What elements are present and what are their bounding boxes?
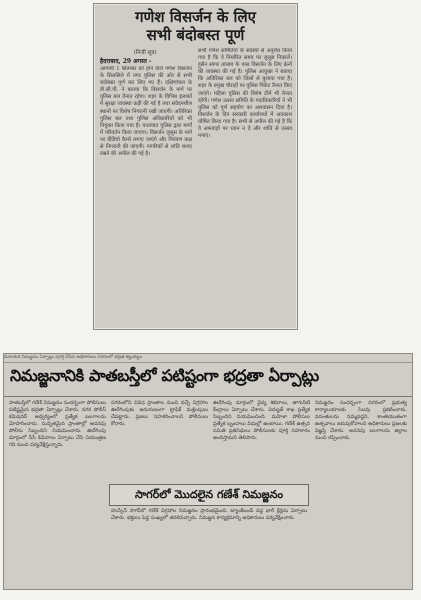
telugu-top-strip: వినాయక నిమజ్జనం ఏర్పాట్లు పూర్తి చేసిన అధికారులు నగరంలో భద్రత కట్టుదిట్టం bbox=[4, 354, 412, 363]
telugu-article-column-2: నగరంలోని వివిధ ప్రాంతాల నుంచి వచ్చే విగ్రహాల ఊరేగింపుకు అనుగుణంగా ట్రాఫిక్ మళ్లింపులు చేపట్టారు. ప్రజలు సహకరించాలని పోలీసులు కోరారు. bbox=[111, 400, 208, 427]
hindi-byline: (निजी सूत्र) bbox=[133, 50, 157, 56]
hindi-dateline: हैदराबाद, 29 अगस्त - bbox=[100, 58, 152, 65]
telugu-subheadline: సాగర్‌లో మొదలైన గణేశ్ నిమజ్జనం bbox=[109, 484, 309, 506]
telugu-sub-article: హుస్సేన్ సాగర్‌లో గణేశ్ విగ్రహాల నిమజ్జనం ప్రారంభమైంది. ట్యాంక్‌బండ్ వద్ద భారీ క్రేన్లను ఏర్పాటు చేశారు. భక్తులు పెద్ద సంఖ్యలో తరలివచ్చారు. నిమజ్జన కార్యక్రమాన్ని అధికారులు పర్యవేక్షించారు. bbox=[111, 508, 307, 521]
hindi-headline bbox=[94, 8, 297, 44]
hindi-news-clipping bbox=[93, 3, 298, 330]
hindi-headline-line2: सभी बंदोबस्त पूर्ण bbox=[146, 26, 245, 44]
telugu-headline: నిమజ్జనానికి పాతబస్తీలో పటిష్టంగా భద్రతా ఏర్పాట్లు bbox=[10, 366, 319, 385]
hindi-article-column-right: सभी गणेश समितियों के सदस्यों से अनुरोध किया गया है कि वे निर्धारित समय पर जुलूस निकालें। हुसैन सागर तालाब के पास विसर्जन के लिए क्रेनों की व्यवस्था की गई है। पुलिस आयुक्त ने बताया कि अतिरिक्त बल को जिलों से बुलाया गया है। शहर के प्रमुख चौराहों पर पुलिस पिकेट तैनात किए जाएंगे। महिला पुलिस की विशेष टीमें भी तैनात रहेंगी। गणेश उत्सव समिति के पदाधिकारियों ने भी पुलिस को पूर्ण सहयोग का आश्वासन दिया है। विसर्जन के दिन सरकारी कार्यालयों में अवकाश घोषित किया गया है। सभी से अपील की गई है कि वे अफवाहों पर ध्यान न दें और शांति से उत्सव मनाएं। bbox=[198, 48, 292, 140]
hindi-headline-line1: गणेश विसर्जन के लिए bbox=[135, 8, 256, 26]
hindi-article-column-left: आगामी 1 सितम्बर को होने वाले गणेश विसर्जन के सिलसिले में नगर पुलिस की ओर से सभी बंदोबस्त पूर्ण कर लिए गए हैं। दक्षिणांचल के डी.सी.पी. ने बताया कि विसर्जन के मार्ग पर पुलिस बल तैनात रहेगा। शहर के विभिन्न इलाकों में सुरक्षा व्यवस्था कड़ी की गई है तथा संवेदनशील स्थानों पर विशेष निगरानी रखी जाएगी। अतिरिक्त पुलिस बल तथा पुलिस अधिकारियों को भी नियुक्त किया गया है। यातायात पुलिस द्वारा मार्गों में परिवर्तन किया जाएगा। विसर्जन जुलूस के मार्ग पर वीडियो कैमरे लगाए जाएंगे और नियंत्रण कक्ष से निगरानी की जाएगी। नागरिकों से शांति बनाए रखने की अपील की गई है। bbox=[100, 66, 192, 158]
telugu-article-column-1: పాతబస్తీలో గణేశ్ నిమజ్జనం సందర్భంగా పోలీసులు పటిష్టమైన భద్రతా ఏర్పాట్లు చేశారు. నగర పోలీస్ కమిషనర్ ఆధ్వర్యంలో ప్రత్యేక బలగాలను మోహరించారు. సున్నితమైన ప్రాంతాల్లో అదనపు పోలీసు సిబ్బందిని నియమించారు. ఊరేగింపు మార్గంలో సీసీ కెమెరాలు ఏర్పాటు చేసి నియంత్రణ గది నుంచి పర్యవేక్షిస్తున్నారు. bbox=[9, 400, 106, 448]
telugu-article-column-4: నిమజ్జనం సందర్భంగా నగరంలో ప్రభుత్వ కార్యాలయాలకు సెలవు ప్రకటించారు. వదంతులను నమ్మవద్దని, శాంతియుతంగా ఉత్సవాలు జరుపుకోవాలని అధికారులు ప్రజలకు విజ్ఞప్తి చేశారు. అదనపు బలగాలను జిల్లాల నుంచి రప్పించారు. bbox=[315, 400, 407, 441]
headline-divider bbox=[4, 396, 412, 397]
telugu-news-clipping bbox=[3, 353, 413, 590]
telugu-article-column-3: ఊరేగింపు మార్గంలో వైద్య శిబిరాలు, తాగునీటి కేంద్రాలు ఏర్పాటు చేశారు. విద్యుత్ శాఖ ప్రత్యేక సిబ్బందిని నియమించింది. మహిళా పోలీసుల ప్రత్యేక బృందాలు విధుల్లో ఉంటాయి. గణేశ్ ఉత్సవ సమితి ప్రతినిధులు పోలీసులకు పూర్తి సహకారం అందిస్తామని తెలిపారు. bbox=[213, 400, 310, 441]
